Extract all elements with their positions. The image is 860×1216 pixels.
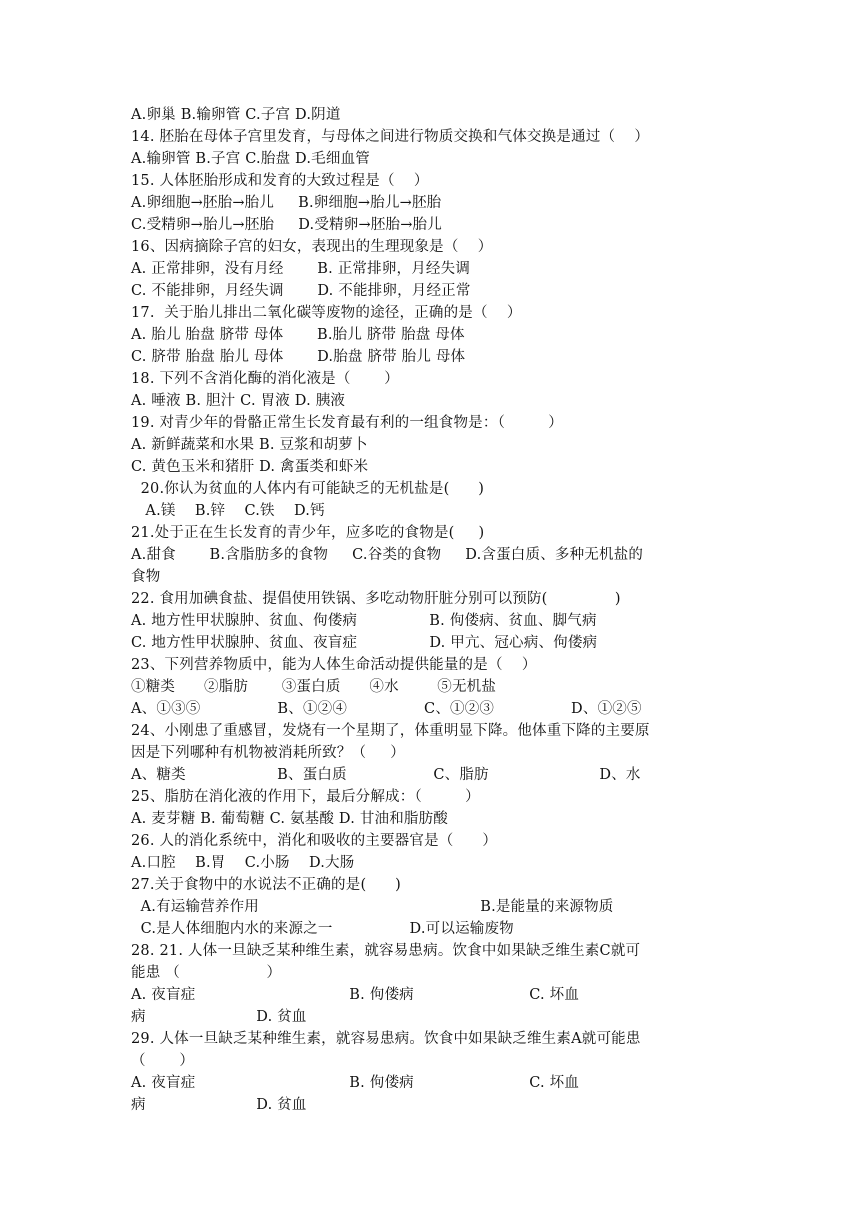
question-24: 24、小刚患了重感冒，发烧有一个星期了，体重明显下降。他体重下降的主要原 xyxy=(131,723,650,739)
question-21: 21.处于正在生长发育的青少年，应多吃的食物是( ) xyxy=(131,525,485,541)
question-14: 14. 胚胎在母体子宫里发育，与母体之间进行物质交换和气体交换是通过（ ） xyxy=(131,129,650,145)
text-line: A.卵细胞→胚胎→胎儿 B.卵细胞→胎儿→胚胎 xyxy=(131,195,442,211)
question-16: 16、因病摘除子宫的妇女，表现出的生理现象是（ ） xyxy=(131,239,493,255)
text-line: 食物 xyxy=(131,569,161,585)
text-line: （ ） xyxy=(131,1053,195,1069)
question-25: 25、脂肪在消化液的作用下，最后分解成：（ ） xyxy=(131,789,480,805)
text-line: A.输卵管 B.子宫 C.胎盘 D.毛细血管 xyxy=(131,151,370,167)
text-line: 能患 （ ） xyxy=(131,965,282,981)
text-line: A.有运输营养作用 B.是能量的来源物质 xyxy=(131,899,614,915)
text-line: A. 夜盲症 B. 佝偻病 C. 坏血 xyxy=(131,987,580,1003)
text-line: 因是下列哪种有机物被消耗所致？（ ） xyxy=(131,745,405,761)
text-line: 病 D. 贫血 xyxy=(131,1009,307,1025)
text-line: 病 D. 贫血 xyxy=(131,1097,307,1113)
text-line: A.镁 B.锌 C.铁 D.钙 xyxy=(131,503,325,519)
text-line: A. 唾液 B. 胆汁 C. 胃液 D. 胰液 xyxy=(131,393,346,409)
question-22: 22. 食用加碘食盐、提倡使用铁锅、多吃动物肝脏分别可以预防( ) xyxy=(131,591,621,607)
text-line: A. 胎儿 胎盘 脐带 母体 B.胎儿 脐带 胎盘 母体 xyxy=(131,327,465,343)
text-line: C. 黄色玉米和猪肝 D. 禽蛋类和虾米 xyxy=(131,459,369,475)
text-line: C.受精卵→胎儿→胚胎 D.受精卵→胚胎→胎儿 xyxy=(131,217,442,233)
question-17: 17. 关于胎儿排出二氧化碳等废物的途径，正确的是（ ） xyxy=(131,305,522,321)
text-line: A、①③⑤ B、①②④ C、①②③ D、①②⑤ xyxy=(131,701,642,717)
question-15: 15. 人体胚胎形成和发育的大致过程是（ ） xyxy=(131,173,429,189)
text-line: C. 不能排卵，月经失调 D. 不能排卵，月经正常 xyxy=(131,283,471,299)
text-line: A. 新鲜蔬菜和水果 B. 豆浆和胡萝卜 xyxy=(131,437,368,453)
text-line: A.口腔 B.胃 C.小肠 D.大肠 xyxy=(131,855,355,871)
question-23: 23、下列营养物质中，能为人体生命活动提供能量的是（ ） xyxy=(131,657,537,673)
text-line: C. 脐带 胎盘 胎儿 母体 D.胎盘 脐带 胎儿 母体 xyxy=(131,349,466,365)
question-18: 18. 下列不含消化酶的消化液是（ ） xyxy=(131,371,399,387)
question-26: 26. 人的消化系统中，消化和吸收的主要器官是（ ） xyxy=(131,833,498,849)
text-line: C.是人体细胞内水的来源之一 D.可以运输废物 xyxy=(131,921,514,937)
text-line: C. 地方性甲状腺肿、贫血、夜盲症 D. 甲亢、冠心病、佝偻病 xyxy=(131,635,598,651)
text-line: A. 正常排卵，没有月经 B. 正常排卵，月经失调 xyxy=(131,261,471,277)
text-line: A、糖类 B、蛋白质 C、脂肪 D、水 xyxy=(131,767,641,783)
question-28: 28. 21. 人体一旦缺乏某种维生素，就容易患病。饮食中如果缺乏维生素C就可 xyxy=(131,943,641,959)
question-27: 27.关于食物中的水说法不正确的是( ) xyxy=(131,877,402,893)
question-19: 19. 对青少年的骨骼正常生长发育最有利的一组食物是：（ ） xyxy=(131,415,563,431)
text-line: A.甜食 B.含脂肪多的食物 C.谷类的食物 D.含蛋白质、多种无机盐的 xyxy=(131,547,644,563)
question-20: 20.你认为贫血的人体内有可能缺乏的无机盐是( ) xyxy=(131,481,485,497)
text-line: ①糖类 ②脂肪 ③蛋白质 ④水 ⑤无机盐 xyxy=(131,679,497,695)
text-line: A. 地方性甲状腺肿、贫血、佝偻病 B. 佝偻病、贫血、脚气病 xyxy=(131,613,597,629)
text-line: A. 麦芽糖 B. 葡萄糖 C. 氨基酸 D. 甘油和脂肪酸 xyxy=(131,811,449,827)
text-line: A.卵巢 B.输卵管 C.子宫 D.阴道 xyxy=(131,107,341,123)
question-29: 29. 人体一旦缺乏某种维生素，就容易患病。饮食中如果缺乏维生素A就可能患 xyxy=(131,1031,641,1047)
text-line: A. 夜盲症 B. 佝偻病 C. 坏血 xyxy=(131,1075,580,1091)
